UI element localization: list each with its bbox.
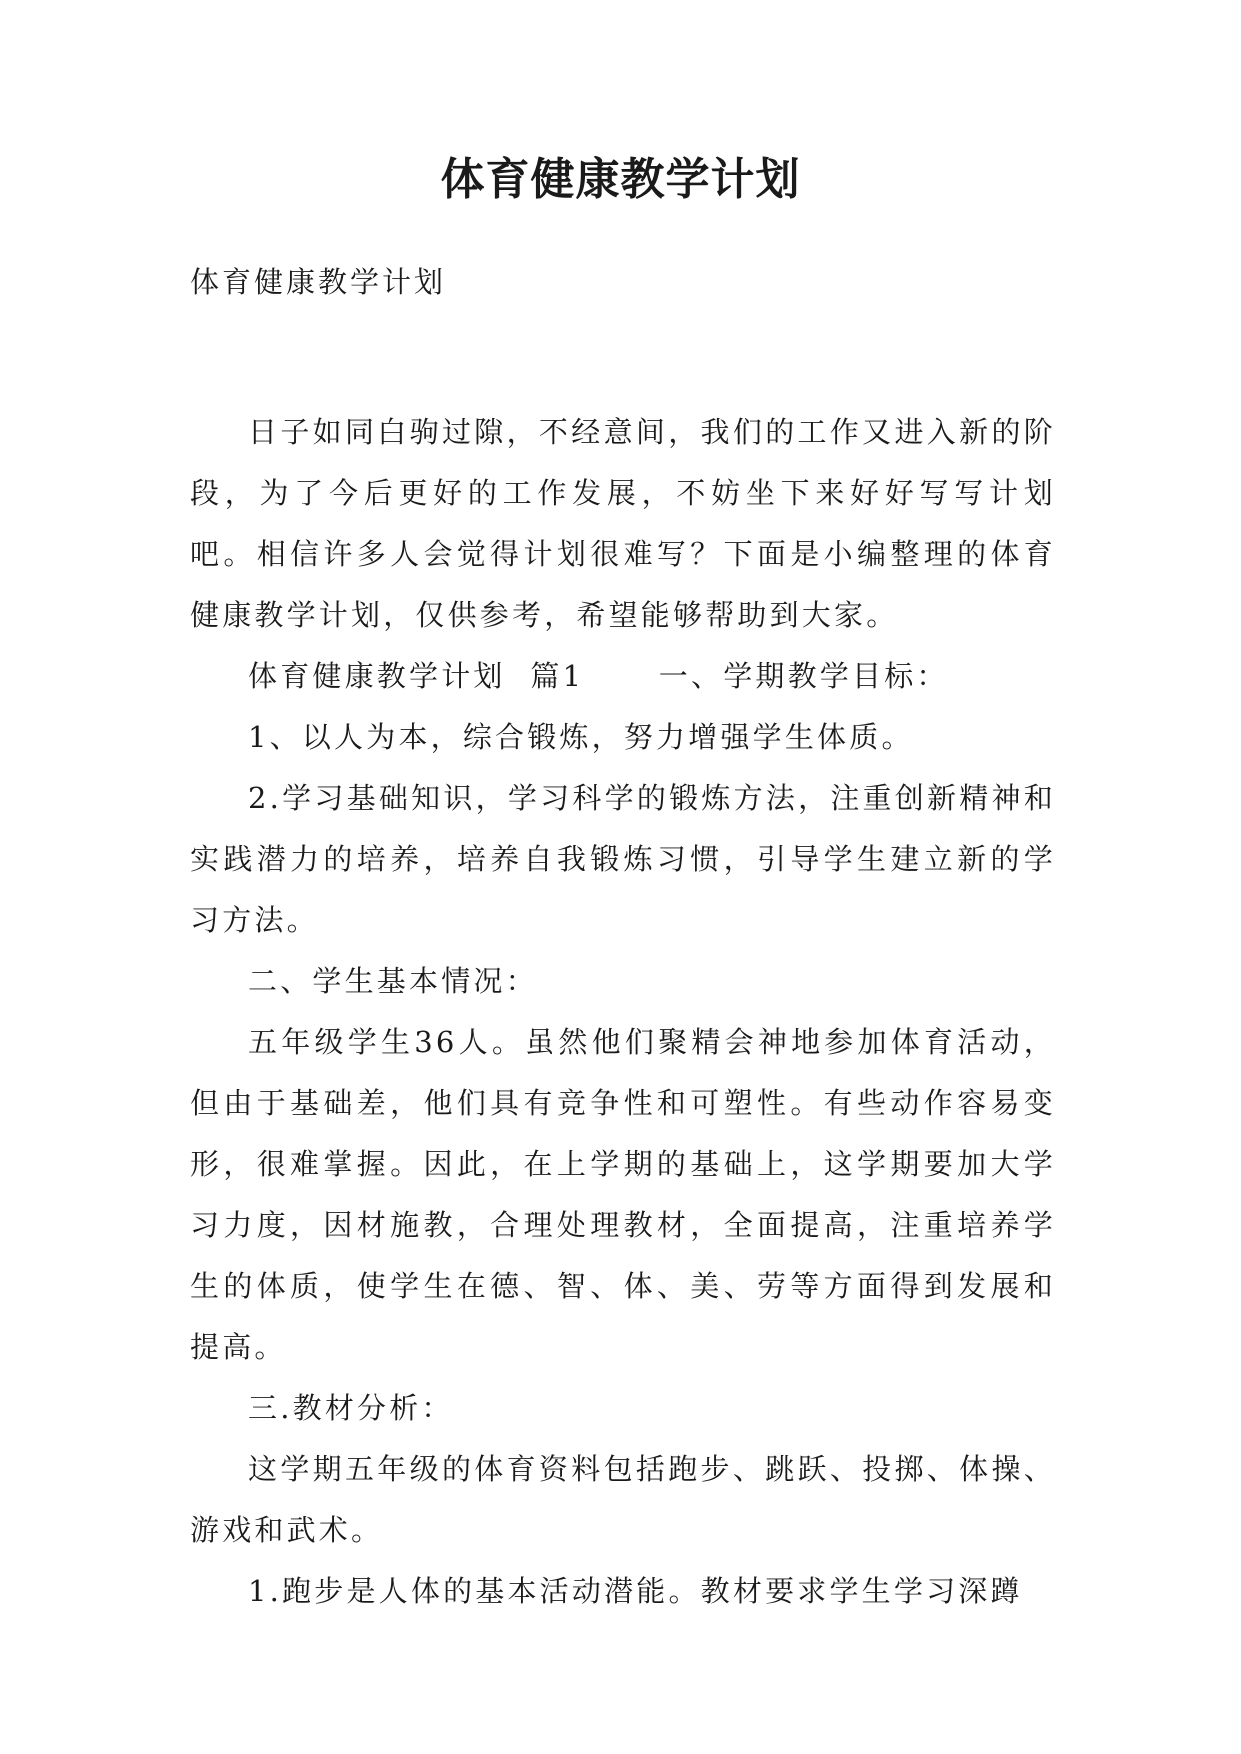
paragraph-material-summary: 这学期五年级的体育资料包括跑步、跳跃、投掷、体操、游戏和武术。 xyxy=(190,1452,1056,1547)
paragraph-section-heading: 体育健康教学计划 篇1 一、学期教学目标： xyxy=(248,659,949,693)
paragraph-intro: 日子如同白驹过隙，不经意间，我们的工作又进入新的阶段，为了今后更好的工作发展，不妨坐下来好好写写计划吧。相信许多人会觉得计划很难写？下面是小编整理的体育健康教学计划，仅供参考，希望能够帮助到大家。 xyxy=(190,415,1056,632)
document-subtitle: 体育健康教学计划 xyxy=(190,265,447,299)
paragraph-running: 1.跑步是人体的基本活动潜能。教材要求学生学习深蹲 xyxy=(248,1574,1023,1608)
document-title: 体育健康教学计划 xyxy=(440,154,801,205)
document-body xyxy=(190,402,1056,1622)
paragraph-material-heading: 三.教材分析： xyxy=(248,1391,454,1425)
paragraph-goal-1: 1、以人为本，综合锻炼，努力增强学生体质。 xyxy=(248,720,914,754)
paragraph-student-heading: 二、学生基本情况： xyxy=(248,964,538,998)
paragraph-goal-2: 2.学习基础知识，学习科学的锻炼方法，注重创新精神和实践潜力的培养，培养自我锻炼习惯，引导学生建立新的学习方法。 xyxy=(190,781,1056,937)
paragraph-student-situation: 五年级学生36人。虽然他们聚精会神地参加体育活动，但由于基础差，他们具有竞争性和可塑性。有些动作容易变形，很难掌握。因此，在上学期的基础上，这学期要加大学习力度，因材施教，合理处理教材，全面提高，注重培养学生的体质，使学生在德、智、体、美、劳等方面得到发展和提高。 xyxy=(190,1025,1056,1364)
